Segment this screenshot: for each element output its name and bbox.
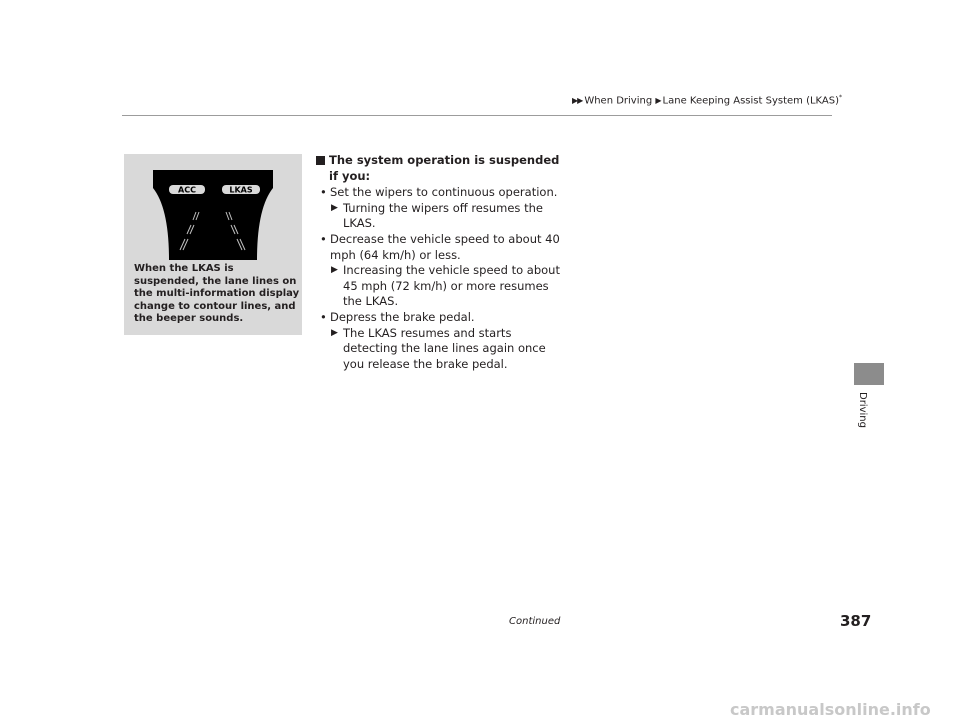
- acc-indicator: ACC: [178, 185, 196, 195]
- list-item-note-text: The LKAS resumes and starts detecting the lane lines again once you release the brake pedal.: [343, 325, 546, 371]
- list-item-note: [316, 263, 566, 310]
- bullet-icon: •: [320, 185, 327, 200]
- main-content: [316, 153, 566, 372]
- chapter-tab-label: Driving: [857, 392, 868, 428]
- breadcrumb-topic: Lane Keeping Assist System (LKAS): [662, 95, 840, 107]
- section-heading-text: The system operation is suspended if you:: [329, 153, 560, 183]
- list-item: [316, 232, 566, 263]
- list-item-text: Set the wipers to continuous operation.: [330, 185, 558, 200]
- breadcrumb-mark: *: [839, 94, 843, 101]
- lkas-indicator: LKAS: [229, 185, 253, 195]
- breadcrumb-section: When Driving: [584, 95, 653, 107]
- list-item: [316, 185, 566, 201]
- sidebar-note-box: [124, 154, 302, 335]
- list-item-text: Decrease the vehicle speed to about 40 mph (64 km/h) or less.: [330, 231, 560, 262]
- list-item-note-text: Increasing the vehicle speed to about 45 mph (72 km/h) or more resumes the LKAS.: [343, 263, 560, 309]
- arrow-icon: ▶: [331, 327, 338, 338]
- arrow-icon: ▶: [655, 96, 661, 106]
- header-rule: [122, 115, 832, 116]
- list-item-note: [316, 326, 566, 373]
- list-item: [316, 310, 566, 326]
- breadcrumb: [572, 94, 842, 106]
- list-item-text: Depress the brake pedal.: [330, 309, 475, 324]
- bullet-icon: •: [320, 309, 327, 324]
- arrow-icon: ▶: [331, 265, 338, 276]
- arrow-icon: ▶: [331, 202, 338, 213]
- watermark: carmanualsonline.info: [730, 700, 931, 719]
- page-number: 387: [840, 612, 872, 630]
- section-heading: [316, 153, 566, 184]
- bullet-icon: •: [320, 231, 327, 246]
- continued-label: Continued: [509, 616, 561, 627]
- sidebar-note: When the LKAS is suspended, the lane lines on the multi-information display change to contour lines, and the beeper sounds.: [134, 263, 300, 324]
- list-item-note: [316, 201, 566, 232]
- square-bullet-icon: [316, 156, 325, 165]
- list-item-note-text: Turning the wipers off resumes the LKAS.: [343, 200, 543, 231]
- multi-information-display-illustration: [149, 168, 277, 260]
- chapter-tab: [854, 363, 884, 385]
- double-arrow-icon: ▶▶: [572, 96, 583, 106]
